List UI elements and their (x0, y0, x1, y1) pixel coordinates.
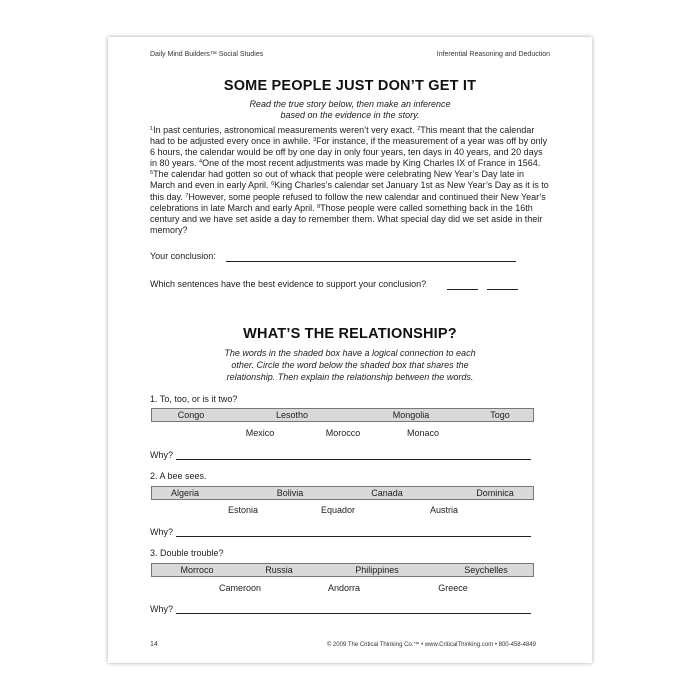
evidence-label: Which sentences have the best evidence to support your conclusion? (150, 279, 427, 289)
conclusion-label: Your conclusion: (150, 251, 216, 261)
shaded-word: Seychelles (464, 565, 508, 575)
option-word[interactable]: Morocco (325, 428, 361, 438)
sentence-number: 6 (271, 181, 275, 188)
option-word[interactable]: Andorra (327, 583, 361, 593)
question-1-prompt: 1. To, too, or is it two? (150, 394, 238, 404)
page-number: 14 (150, 641, 158, 648)
sentence-number: 8 (317, 203, 321, 210)
section2-instructions-line3: relationship. Then explain the relationship between the words. (226, 372, 474, 382)
shaded-word: Algeria (170, 488, 200, 498)
evidence-answer-line-2[interactable] (487, 289, 518, 290)
header-topic: Inferential Reasoning and Deduction (436, 51, 550, 58)
question-1-shaded-box (151, 408, 534, 422)
option-word[interactable]: Cameroon (218, 583, 262, 593)
story-sentence: The calendar had gotten so out of whack that people were celebrating New Year’s Day late in March and even in early April. (150, 169, 524, 191)
shaded-word: Togo (490, 410, 510, 420)
evidence-answer-line-1[interactable] (447, 289, 478, 290)
sentence-number: 5 (150, 170, 154, 177)
shaded-word: Philippines (355, 565, 399, 575)
question-3-shaded-box (151, 563, 534, 577)
why-label: Why? (150, 604, 174, 614)
sentence-number: 1 (150, 126, 154, 132)
story-sentence: One of the most recent adjustments was made by King Charles IX of France in 1564. (202, 158, 541, 169)
shaded-word: Congo (177, 410, 205, 420)
conclusion-answer-line[interactable] (226, 261, 516, 262)
question-2-prompt: 2. A bee sees. (150, 471, 207, 481)
option-word[interactable]: Mexico (245, 428, 275, 438)
copyright-notice: © 2009 The Critical Thinking Co.™ • www.CriticalThinking.com • 800-458-4849 (326, 642, 536, 648)
section1-instructions-line1: Read the true story below, then make an inference (249, 99, 451, 109)
section2-title: WHAT’S THE RELATIONSHIP? (243, 326, 457, 342)
shaded-word: Canada (371, 488, 403, 498)
header-series-title: Daily Mind Builders™ Social Studies (150, 51, 264, 58)
story-sentence: This meant that the calendar had to be adjusted every once in awhile. (150, 125, 535, 147)
sentence-number: 3 (313, 137, 317, 144)
story-paragraph (150, 125, 550, 236)
question-1-answer-line[interactable] (176, 459, 531, 460)
shaded-word: Bolivia (276, 488, 304, 498)
option-word[interactable]: Estonia (227, 505, 259, 515)
sentence-number: 2 (417, 126, 421, 132)
section2-instructions-line1: The words in the shaded box have a logical connection to each (224, 348, 476, 358)
option-word[interactable]: Equador (320, 505, 356, 515)
story-sentence: Those people were called something back in the 16th century and we have set aside a day to remember them. What special day did we set aside in their memory? (150, 202, 543, 235)
question-2-shaded-box (151, 486, 534, 500)
option-word[interactable]: Austria (429, 505, 459, 515)
story-sentence: In past centuries, astronomical measurements weren’t very exact. (153, 125, 418, 135)
story-sentence: King Charles’s calendar set January 1st as New Year’s Day as it is to this day. (150, 180, 549, 202)
section1-title: SOME PEOPLE JUST DON’T GET IT (223, 78, 477, 94)
story-sentence: For instance, if the measurement of a year was off by only 6 hours, the calendar would be off by one day in only four years, ten days in 40 years, and 20 days in 80 years. (150, 136, 548, 169)
shaded-word: Dominica (476, 488, 514, 498)
question-3-prompt: 3. Double trouble? (150, 548, 224, 558)
question-3-answer-line[interactable] (176, 613, 531, 614)
option-word[interactable]: Greece (438, 583, 468, 593)
sentence-number: 7 (185, 192, 189, 199)
section1-instructions-line2: based on the evidence in the story. (280, 110, 420, 120)
story-sentence: However, some people refused to follow the new calendar and continued their New Year’s celebrations in late March and early April. (150, 191, 546, 213)
section2-instructions-line2: other. Circle the word below the shaded box that shares the (231, 360, 469, 370)
why-label: Why? (150, 450, 174, 460)
shaded-word: Russia (265, 565, 293, 575)
option-word[interactable]: Monaco (406, 428, 440, 438)
shaded-word: Mongolia (392, 410, 430, 420)
sentence-number: 4 (199, 159, 203, 166)
shaded-word: Lesotho (275, 410, 309, 420)
question-2-answer-line[interactable] (176, 536, 531, 537)
worksheet-page (108, 37, 592, 663)
why-label: Why? (150, 527, 174, 537)
shaded-word: Morroco (180, 565, 214, 575)
